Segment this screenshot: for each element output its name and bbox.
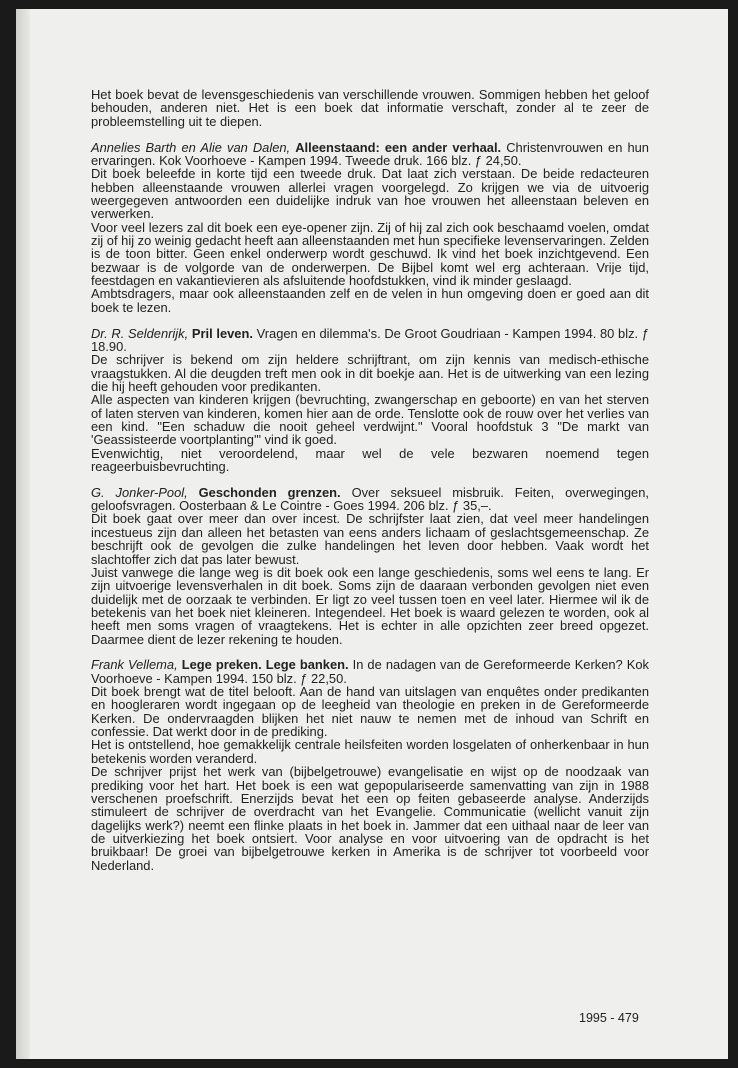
review-alleenstaand — [91, 141, 649, 314]
review-paragraph: Juist vanwege die lange weg is dit boek ook een lange geschiedenis, soms wel eens te lang. Er zijn uitvoerige levensverhalen in dit boek. Soms zijn de daaraan verbonden gevolgen niet even duidelijk met de oorzaak te verbinden. Er ligt zo veel tussen toen en veel later. Hiermee wil ik de betekenis van het boek niet kleineren. Integendeel. Het boek is waard gelezen te worden, ook al heeft men soms vragen of vraagtekens. Het is echter in alle opzichten zeer breed opgezet. Daarmee dient de lezer rekening te houden. — [91, 564, 649, 647]
review-paragraph: Dit boek gaat over meer dan over incest. De schrijfster laat zien, dat veel meer handelingen incestueus zijn dan alleen het betasten van eens anders lichaam of geslachtsgemeenschap. Ze beschrijft ook de gevolgen die zulke handelingen het leven door hebben. Vaak wordt het slachtoffer zich dat pas later bewust. — [91, 511, 649, 567]
review-paragraph: Voor veel lezers zal dit boek een eye-opener zijn. Zij of hij zal zich ook beschaamd voelen, omdat zij of hij zo weinig gedacht heeft aan alleenstaanden met hun specifieke levenservaringen. Zelden is de toon bitter. Geen enkel onderwerp wordt geschuwd. Ik vind het boek inzichtgevend. Een bezwaar is de volgorde van de onderwerpen. De Bijbel komt wel erg achteraan. Vrije tijd, feestdagen en vakantievieren als afsluitende hoofdstukken, vind ik minder geslaagd. — [91, 219, 649, 288]
review-publication: In de nadagen van de Gereformeerde Kerken? Kok Voorhoeve - Kampen 1994. 150 blz. ƒ 22,50. — [91, 657, 649, 686]
review-publication: Christenvrouwen en hun ervaringen. Kok Voorhoeve - Kampen 1994. Tweede druk. 166 blz. ƒ 24,50. — [91, 139, 649, 168]
review-paragraph: Alle aspecten van kinderen krijgen (bevruchting, zwangerschap en geboorte) en van het sterven of laten sterven van kinderen, komen hier aan de orde. Tenslotte ook de rouw over het verlies van een kind. "Een schaduw die nooit geheel verdwijnt." Vooral hoofdstuk 3 "De markt van 'Geassisteerde voortplanting'" vind ik goed. — [91, 392, 649, 448]
review-paragraph: De schrijver prijst het werk van (bijbelgetrouwe) evangelisatie en wijst op de noodzaak van prediking voor het hart. Het boek is een wat gepopulariseerde samenvatting van zijn in 1988 verschenen proefschrift. Enerzijds bevat het een op feiten gebaseerde analyse. Anderzijds stimuleert de schrijver de overdracht van het Evangelie. Communicatie (wellicht vanuit zijn dagelijks werk?) neemt een flinke plaats in het boek in. Jammer dat een uithaal naar de leer van de uitverkiezing het boek ontsiert. Voor analyse en voor uitvoering van de opdracht is het bruikbaar! De groei van bijbelgetrouwe kerken in Amerika is de schrijver tot voorbeeld voor Nederland. — [91, 764, 649, 873]
review-paragraph: Dit boek brengt wat de titel belooft. Aan de hand van uitslagen van enquêtes onder predikanten en hoogleraren wordt ingegaan op de leegheid van theologie en preken in de Gereformeerde Kerken. De ondervraagden blijken het niet nauw te nemen met de inhoud van Schrift en confessie. Dat werkt door in de prediking. — [91, 684, 649, 740]
review-geschonden-grenzen — [91, 486, 649, 646]
review-paragraph: Evenwichtig, niet veroordelend, maar wel de vele bezwaren noemend tegen reageerbuisbevruchting. — [91, 445, 649, 474]
review-paragraph: Het is ontstellend, hoe gemakkelijk centrale heilsfeiten worden losgelaten of onherkenbaar in hun betekenis worden veranderd. — [91, 737, 649, 766]
review-heading — [91, 658, 649, 685]
page — [16, 9, 728, 1059]
review-lege-preken — [91, 658, 649, 872]
review-heading — [91, 486, 649, 513]
review-title: Geschonden grenzen. — [198, 484, 341, 500]
review-pril-leven — [91, 327, 649, 474]
review-author: G. Jonker-Pool, — [91, 484, 188, 500]
intro-paragraph: Het boek bevat de levensgeschiedenis van verschillende vrouwen. Sommigen hebben het geloof behouden, anderen niet. Het is een boek dat informatie verschaft, zonder al te zeer de probleemstelling uit te diepen. — [91, 87, 649, 129]
review-paragraph: Ambtsdragers, maar ook alleenstaanden zelf en de velen in hun omgeving doen er goed aan dit boek te lezen. — [91, 286, 649, 315]
page-number: 1995 - 479 — [579, 1011, 639, 1025]
review-author: Frank Vellema, — [91, 657, 178, 673]
review-author: Dr. R. Seldenrijk, — [91, 325, 189, 341]
review-heading — [91, 327, 649, 354]
review-publication: Over seksueel misbruik. Feiten, overwegingen, geloofsvragen. Oosterbaan & Le Cointre - Goes 1994. 206 blz. ƒ 35,–. — [91, 484, 649, 514]
review-title: Lege preken. Lege banken. — [181, 657, 349, 673]
review-heading — [91, 141, 649, 168]
review-author: Annelies Barth en Alie van Dalen, — [91, 139, 291, 155]
binding-edge — [16, 9, 30, 1059]
review-title: Alleenstaand: een ander verhaal. — [295, 139, 502, 155]
review-paragraph: Dit boek beleefde in korte tijd een tweede druk. Dat laat zich verstaan. De beide redacteuren hebben alleenstaande vrouwen allerlei vragen voorgelegd. Zo krijgen we via de uitvoerig weergegeven antwoorden een duidelijke indruk van hoe vrouwen het alleenstaan beleven en verwerken. — [91, 166, 649, 222]
review-publication: Vragen en dilemma's. De Groot Goudriaan - Kampen 1994. 80 blz. ƒ 18.90. — [91, 325, 649, 354]
article-body — [91, 88, 649, 872]
review-paragraph: De schrijver is bekend om zijn heldere schrijftrant, om zijn kennis van medisch-ethische vraagstukken. Al die deugden treft men ook in dit boekje aan. Het is de uitwerking van een lezing die hij heeft gehouden voor predikanten. — [91, 352, 649, 394]
review-title: Pril leven. — [191, 325, 253, 341]
